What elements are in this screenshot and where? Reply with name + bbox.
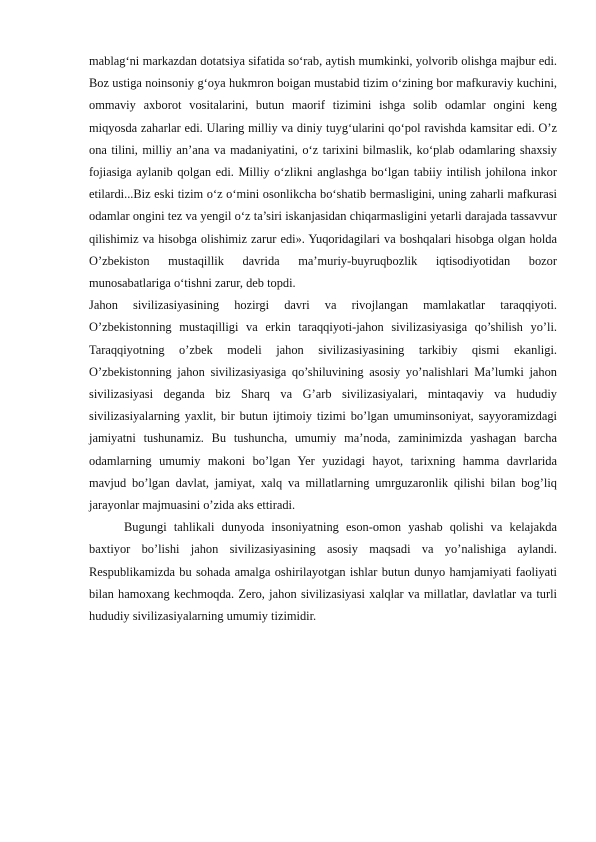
paragraph-3: Bugungi tahlikali dunyoda insoniyatning eson-omon yashab qolishi va kelajakda baxtiyor bo’lishi jahon sivilizasiyasining asosiy maqsadi va yo’nalishiga aylandi. Respublikamizda bu sohada amalga oshirilayotgan ishlar butun dunyo hamjamiyati faoliyati bilan hamoxang kechmoqda. Zero, jahon sivilizasiyasi xalqlar va millatlar, davlatlar va turli hududiy sivilizasiyalarning umumiy tizimidir. [89,520,557,624]
body-text [89,50,557,627]
paragraph-1: mablag‘ni markazdan dotatsiya sifatida so‘rab, aytish mumkinki, yolvorib olishga majbur edi. Boz ustiga noinsoniy g‘oya hukmron boigan mustabid tizim o‘zining bor mafkuraviy kuchini, ommaviy axborot vositalarini, butun maorif tizimini ishga solib odamlar ongini keng miqyosda zaharlar edi. Ularing milliy va diniy tuyg‘ularini qo‘pol ravishda kamsitar edi. O’z ona tilini, milliy an’ana va madaniyatini, o‘z tarixini bilmaslik, ko‘plab odamlaring shaxsiy fojiasiga aylanib qolgan edi. Milliy o‘zlikni anglashga bo‘lgan tabiiy intilish johilona inkor etilardi...Biz eski tizim o‘z o‘mini osonlikcha bo‘shatib bermasligini, uning zaharli mafkurasi odamlar ongini tez va yengil o‘z ta’siri iskanjasidan chiqarmasligini yetarli darajada tassavvur qilishimiz va hisobga olishimiz zarur edi». Yuqoridagilari va boshqalari hisobga olgan holda O’zbekiston mustaqillik davrida ma’muriy-buyruqbozlik iqtisodiyotidan bozor munosabatlariga o‘tishni zarur, deb topdi. [89,54,557,291]
paragraph-2: Jahon sivilizasiyasining hozirgi davri va rivojlangan mamlakatlar taraqqiyoti. O’zbekistonning mustaqilligi va erkin taraqqiyoti-jahon sivilizasiyasiga qo’shilish yo’li. Taraqqiyotning o’zbek modeli jahon sivilizasiyasining tarkibiy qismi ekanligi. O’zbekistonning jahon sivilizasiyasiga qo’shiluvining asosiy yo’nalishlari Ma’lumki jahon sivilizasiyasi deganda biz Sharq va G’arb sivilizasiyalari, mintaqaviy va hududiy sivilizasiyalarning yaxlit, bir butun ijtimoiy tizimi bo’lgan umuminsoniyat, sayyoramizdagi jamiyatni tushunamiz. Bu tushuncha, umumiy ma’noda, zaminimizda yashagan barcha odamlarning umumiy makoni bo’lgan Yer yuzidagi hayot, tarixning hamma davrlarida mavjud bo’lgan davlat, jamiyat, xalq va millatlarning umrguzaronlik qilishi bilan bog’liq jarayonlar majmuasini o’zida aks ettiradi. [89,298,557,513]
